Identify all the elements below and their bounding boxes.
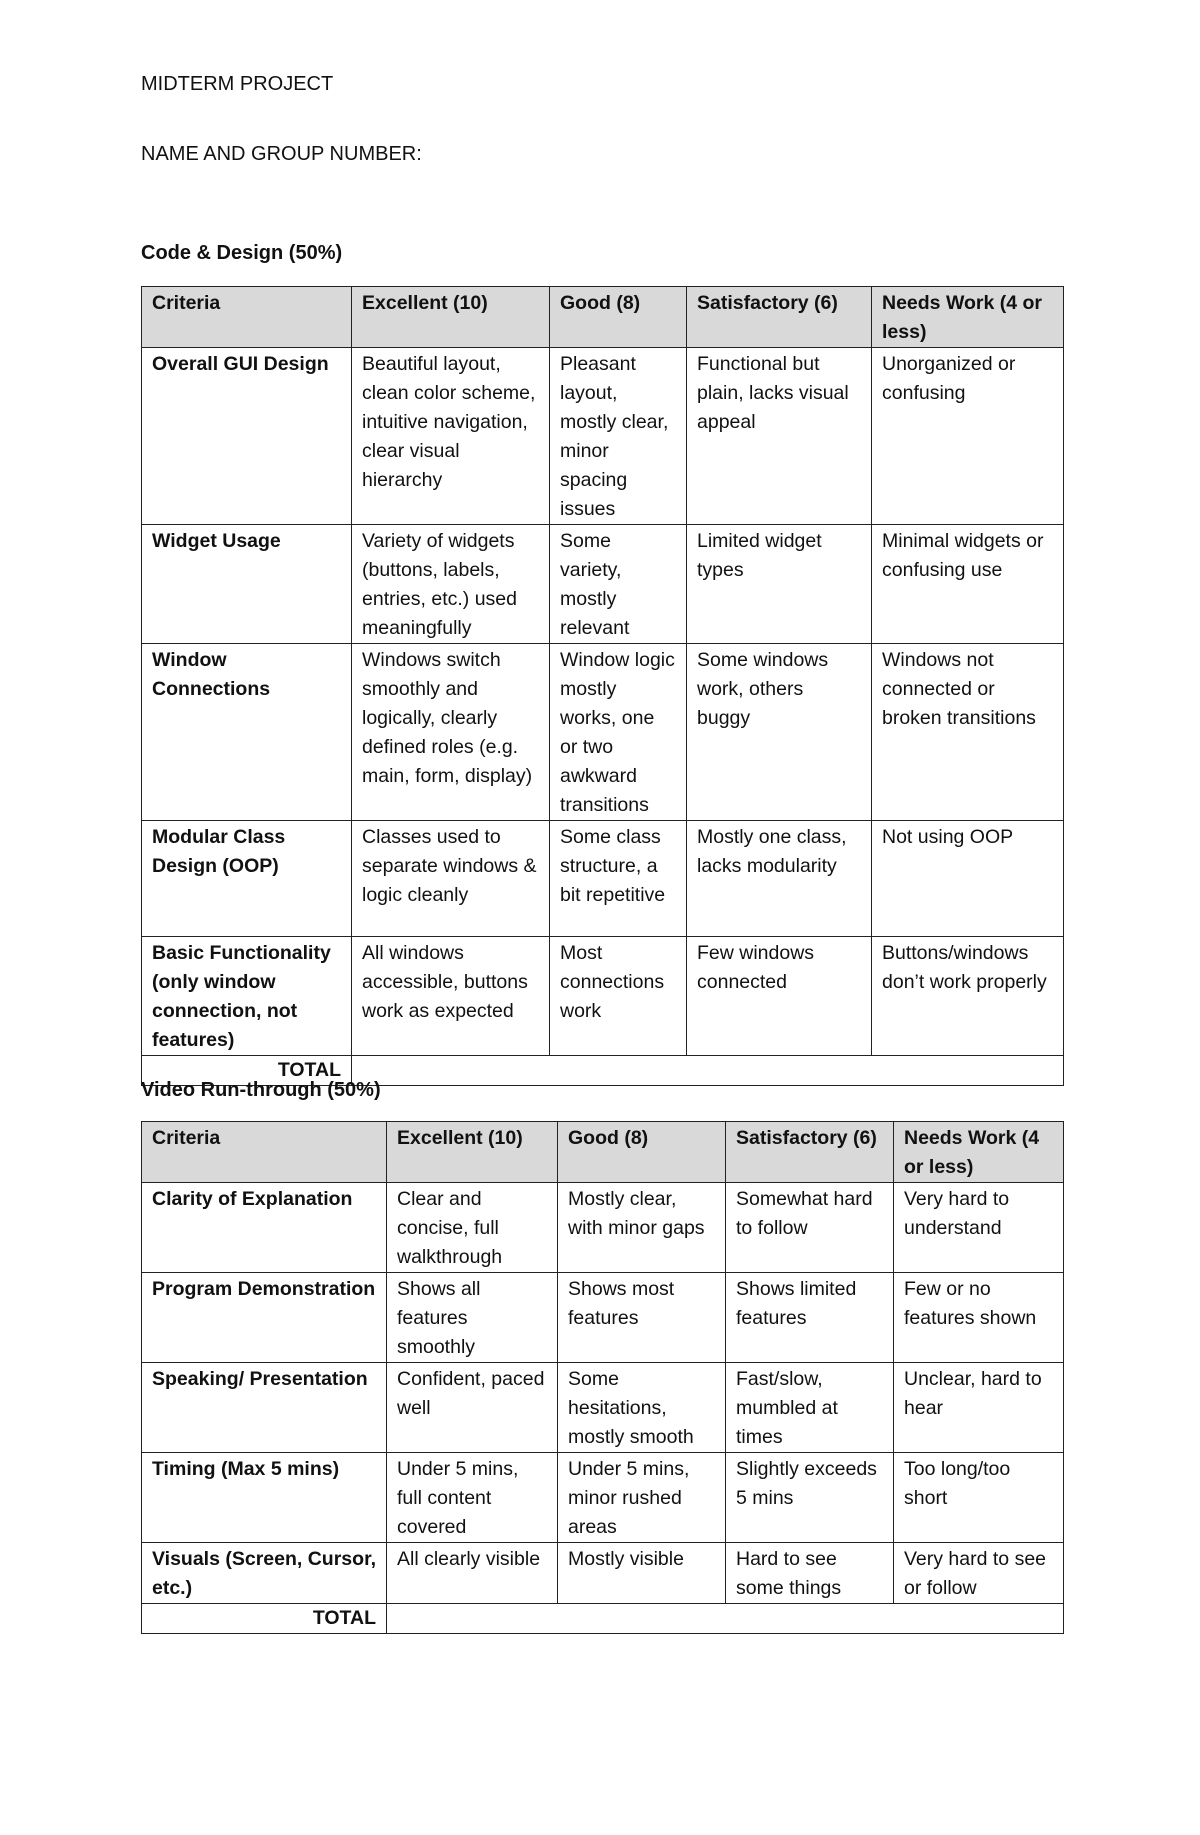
table-row [142,525,1064,644]
column-header-excellent: Excellent (10) [387,1122,558,1183]
satisfactory-cell: Some windows work, others buggy [687,644,872,821]
needs-work-cell: Too long/too short [894,1453,1064,1543]
excellent-cell: Variety of widgets (buttons, labels, entries, etc.) used meaningfully [352,525,550,644]
excellent-cell: Windows switch smoothly and logically, clearly defined roles (e.g. main, form, display) [352,644,550,821]
good-cell: Some class structure, a bit repetitive [550,821,687,937]
needs-work-cell: Unclear, hard to hear [894,1363,1064,1453]
table-row [142,348,1064,525]
column-header-needs-work: Needs Work (4 or less) [872,287,1064,348]
table-row [142,821,1064,937]
good-cell: Some hesitations, mostly smooth [558,1363,726,1453]
criteria-cell: Modular Class Design (OOP) [142,821,352,937]
total-row [142,1604,1064,1634]
good-cell: Most connections work [550,937,687,1056]
document-title: MIDTERM PROJECT [141,73,334,95]
column-header-criteria: Criteria [142,1122,387,1183]
excellent-cell: Confident, paced well [387,1363,558,1453]
total-value-cell [352,1056,1064,1086]
good-cell: Mostly clear, with minor gaps [558,1183,726,1273]
column-header-satisfactory: Satisfactory (6) [687,287,872,348]
needs-work-cell: Very hard to understand [894,1183,1064,1273]
table-row [142,1453,1064,1543]
needs-work-cell: Buttons/windows don’t work properly [872,937,1064,1056]
criteria-cell: Speaking/ Presentation [142,1363,387,1453]
needs-work-cell: Unorganized or confusing [872,348,1064,525]
satisfactory-cell: Somewhat hard to follow [726,1183,894,1273]
needs-work-cell: Very hard to see or follow [894,1543,1064,1604]
criteria-cell: Widget Usage [142,525,352,644]
criteria-cell: Clarity of Explanation [142,1183,387,1273]
total-label: TOTAL [142,1056,352,1086]
table-row [142,1543,1064,1604]
name-group-label: NAME AND GROUP NUMBER: [141,143,422,165]
needs-work-cell: Minimal widgets or confusing use [872,525,1064,644]
criteria-cell: Basic Functionality (only window connection, not features) [142,937,352,1056]
excellent-cell: Clear and concise, full walkthrough [387,1183,558,1273]
criteria-cell: Program Demonstration [142,1273,387,1363]
rubric-table-video [141,1121,1064,1634]
satisfactory-cell: Hard to see some things [726,1543,894,1604]
satisfactory-cell: Few windows connected [687,937,872,1056]
excellent-cell: All clearly visible [387,1543,558,1604]
rubric-table-code-design [141,286,1064,1086]
needs-work-cell: Not using OOP [872,821,1064,937]
table-row [142,644,1064,821]
good-cell: Some variety, mostly relevant [550,525,687,644]
satisfactory-cell: Functional but plain, lacks visual appeal [687,348,872,525]
table-row [142,1273,1064,1363]
excellent-cell: Classes used to separate windows & logic cleanly [352,821,550,937]
needs-work-cell: Few or no features shown [894,1273,1064,1363]
satisfactory-cell: Shows limited features [726,1273,894,1363]
table-header-row [142,1122,1064,1183]
column-header-satisfactory: Satisfactory (6) [726,1122,894,1183]
table-row [142,1183,1064,1273]
good-cell: Mostly visible [558,1543,726,1604]
excellent-cell: Shows all features smoothly [387,1273,558,1363]
section-heading-code-design: Code & Design (50%) [141,242,343,264]
needs-work-cell: Windows not connected or broken transitions [872,644,1064,821]
excellent-cell: Beautiful layout, clean color scheme, intuitive navigation, clear visual hierarchy [352,348,550,525]
column-header-good: Good (8) [550,287,687,348]
total-value-cell [387,1604,1064,1634]
column-header-criteria: Criteria [142,287,352,348]
criteria-cell: Visuals (Screen, Cursor, etc.) [142,1543,387,1604]
good-cell: Shows most features [558,1273,726,1363]
criteria-cell: Overall GUI Design [142,348,352,525]
criteria-cell: Window Connections [142,644,352,821]
good-cell: Under 5 mins, minor rushed areas [558,1453,726,1543]
satisfactory-cell: Mostly one class, lacks modularity [687,821,872,937]
column-header-needs-work: Needs Work (4 or less) [894,1122,1064,1183]
excellent-cell: All windows accessible, buttons work as expected [352,937,550,1056]
satisfactory-cell: Limited widget types [687,525,872,644]
section-heading-video: Video Run-through (50%) [141,1079,381,1101]
excellent-cell: Under 5 mins, full content covered [387,1453,558,1543]
column-header-excellent: Excellent (10) [352,287,550,348]
good-cell: Pleasant layout, mostly clear, minor spacing issues [550,348,687,525]
satisfactory-cell: Fast/slow, mumbled at times [726,1363,894,1453]
criteria-cell: Timing (Max 5 mins) [142,1453,387,1543]
total-label: TOTAL [142,1604,387,1634]
good-cell: Window logic mostly works, one or two awkward transitions [550,644,687,821]
satisfactory-cell: Slightly exceeds 5 mins [726,1453,894,1543]
table-row [142,937,1064,1056]
table-header-row [142,287,1064,348]
table-row [142,1363,1064,1453]
column-header-good: Good (8) [558,1122,726,1183]
